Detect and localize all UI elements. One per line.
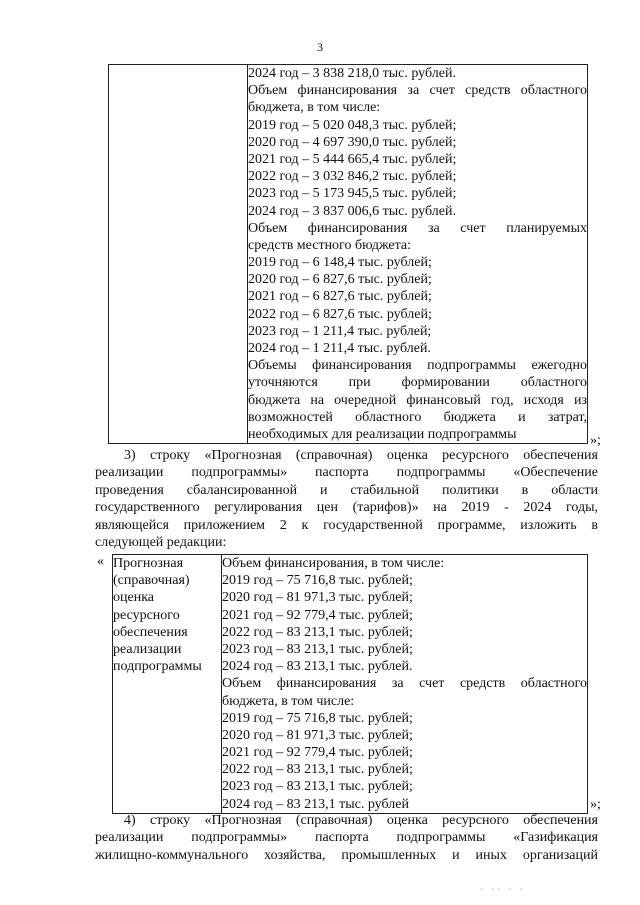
- closing-quote-mark-2: »;: [590, 797, 601, 812]
- paragraph-line: 4) строку «Прогнозная (справочная) оценка ресурсного обеспечения: [124, 813, 598, 828]
- funding-line: 2021 год – 5 444 665,4 тыс. рублей;: [248, 151, 457, 167]
- label-line: оценка: [113, 590, 155, 606]
- funding-line: Объем финансирования, в том числе:: [222, 556, 445, 571]
- funding-line: 2021 год – 92 779,4 тыс. рублей;: [222, 745, 413, 761]
- closing-quote-mark: »;: [590, 433, 601, 448]
- funding-line: бюджета на очередной финансовый год, исходя из: [248, 392, 587, 408]
- paragraph-item-3: [95, 447, 598, 551]
- opening-quote-mark: «: [97, 554, 104, 569]
- label-line: (справочная): [113, 573, 190, 589]
- label-line: Прогнозная: [113, 556, 184, 571]
- funding-line: 2020 год – 81 971,3 тыс. рублей;: [222, 727, 413, 743]
- paragraph-line: реализации подпрограммы» паспорта подпрограммы «Обеспечение: [95, 465, 598, 481]
- paragraph-line: являющейся приложением 2 к государственной программе, изложить в: [95, 517, 598, 533]
- paragraph-line: жилищно-коммунального хозяйства, промышленных и иных организаций: [95, 847, 598, 863]
- funding-line: 2023 год – 83 213,1 тыс. рублей;: [222, 779, 413, 795]
- funding-line: 2024 год – 3 838 218,0 тыс. рублей.: [248, 66, 456, 81]
- funding-line: 2023 год – 83 213,1 тыс. рублей;: [222, 641, 413, 657]
- funding-line: 2024 год – 3 837 006,6 тыс. рублей.: [248, 203, 456, 219]
- funding-line: средств местного бюджета:: [248, 237, 412, 253]
- funding-line: 2020 год – 4 697 390,0 тыс. рублей;: [248, 134, 457, 150]
- funding-line: Объем финансирования за счет средств областного: [222, 676, 587, 692]
- funding-line: 2023 год – 5 173 945,5 тыс. рублей;: [248, 186, 457, 202]
- paragraph-line: государственного регулирования цен (тарифов)» на 2019 - 2024 годы,: [95, 500, 598, 516]
- label-line: подпрограммы: [113, 659, 202, 675]
- funding-line: 2020 год – 6 827,6 тыс. рублей;: [248, 272, 432, 288]
- funding-line: 2021 год – 92 779,4 тыс. рублей;: [222, 607, 413, 623]
- paragraph-item-4: [95, 812, 598, 864]
- funding-cell: [222, 555, 588, 814]
- funding-line: 2019 год – 5 020 048,3 тыс. рублей;: [248, 117, 457, 133]
- label-line: ресурсного: [113, 607, 180, 623]
- funding-line: Объем финансирования за счет планируемых: [248, 220, 587, 236]
- funding-line: 2019 год – 75 716,8 тыс. рублей;: [222, 710, 413, 726]
- funding-line: 2020 год – 81 971,3 тыс. рублей;: [222, 590, 413, 606]
- funding-line: 2022 год – 83 213,1 тыс. рублей;: [222, 762, 413, 778]
- funding-line: 2022 год – 83 213,1 тыс. рублей;: [222, 624, 413, 640]
- paragraph-line: 3) строку «Прогнозная (справочная) оценка ресурсного обеспечения: [124, 448, 598, 463]
- funding-line: бюджета, в том числе:: [248, 100, 381, 116]
- funding-line: бюджета, в том числе:: [222, 693, 355, 709]
- funding-cell: [248, 65, 588, 444]
- funding-line: 2024 год – 1 211,4 тыс. рублей.: [248, 341, 431, 356]
- funding-line: 2021 год – 6 827,6 тыс. рублей;: [248, 289, 432, 305]
- funding-line: уточняются при формировании областного: [248, 375, 587, 391]
- funding-line: возможностей областного бюджета и затрат,: [248, 409, 587, 425]
- funding-line: 2024 год – 83 213,1 тыс. рублей: [222, 796, 409, 812]
- paragraph-line: реализации подпрограммы» паспорта подпрограммы «Газификация: [95, 830, 598, 846]
- paragraph-line: следующей редакции:: [95, 535, 227, 551]
- paragraph-line: проведения сбалансированной и стабильной политики в области: [95, 482, 598, 498]
- funding-line: Объем финансирования за счет средств областного: [248, 83, 587, 99]
- funding-line: 2019 год – 75 716,8 тыс. рублей;: [222, 573, 413, 589]
- funding-line: Объемы финансирования подпрограммы ежегодно: [248, 358, 587, 374]
- page-number: 3: [317, 40, 323, 54]
- label-line: обеспечения: [113, 624, 188, 640]
- passport-table-continued: [108, 64, 588, 444]
- scan-artifact: · ·· · ·: [480, 884, 526, 894]
- funding-line: 2022 год – 3 032 846,2 тыс. рублей;: [248, 169, 457, 185]
- passport-table-subprogram: [112, 554, 588, 814]
- label-cell-empty: [109, 65, 248, 444]
- funding-line: 2022 год – 6 827,6 тыс. рублей;: [248, 306, 432, 322]
- funding-line: необходимых для реализации подпрограммы: [248, 426, 517, 442]
- label-cell: [113, 555, 222, 814]
- funding-line: 2024 год – 83 213,1 тыс. рублей.: [222, 659, 413, 675]
- funding-line: 2023 год – 1 211,4 тыс. рублей;: [248, 323, 432, 339]
- label-line: реализации: [113, 641, 182, 657]
- funding-line: 2019 год – 6 148,4 тыс. рублей;: [248, 255, 432, 271]
